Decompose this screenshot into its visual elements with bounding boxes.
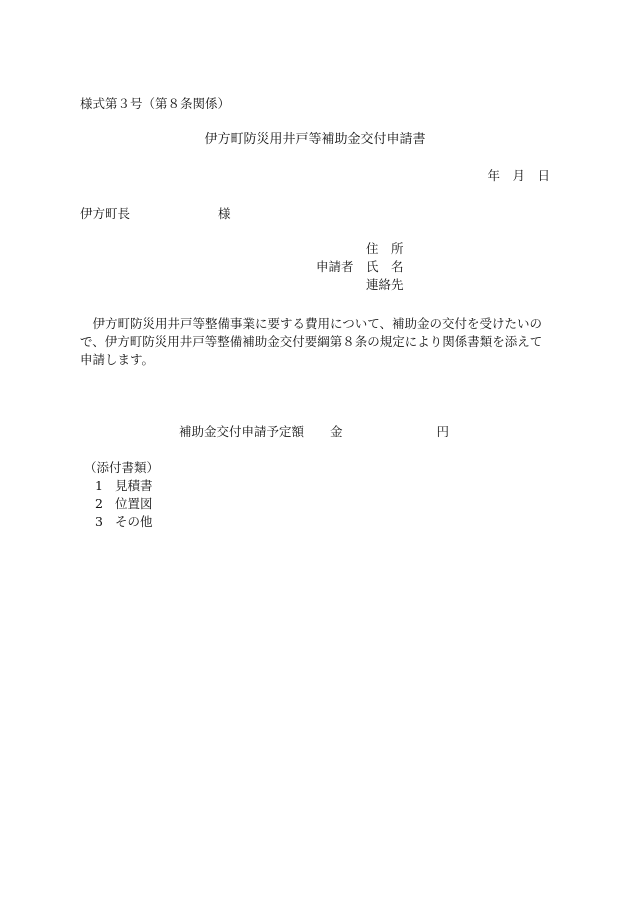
name-label: 氏 名	[366, 259, 404, 274]
attachment-number: 1	[95, 478, 103, 493]
contact-label: 連絡先	[366, 277, 404, 292]
applicant-label: 申請者	[316, 259, 354, 274]
amount-label: 補助金交付申請予定額	[179, 424, 305, 439]
applicant-contact-row	[316, 276, 404, 294]
attachment-item	[95, 477, 153, 495]
amount-prefix: 金	[330, 424, 343, 439]
applicant-name-row	[316, 258, 404, 276]
recipient-name: 伊方町長	[80, 206, 131, 221]
form-number: 様式第３号（第８条関係）	[80, 96, 231, 111]
date-line: 年 月 日	[487, 168, 550, 183]
amount-line	[179, 423, 449, 441]
attachment-number: 3	[95, 514, 103, 529]
attachment-item	[95, 495, 153, 513]
attachment-label: 位置図	[115, 496, 153, 511]
amount-unit: 円	[436, 424, 450, 439]
applicant-block	[316, 240, 404, 294]
attachment-label: 見積書	[115, 478, 153, 493]
attachment-label: その他	[115, 514, 153, 529]
address-label: 住 所	[366, 241, 404, 256]
applicant-address-row	[316, 240, 404, 258]
recipient-line	[80, 205, 231, 223]
attachment-item	[95, 513, 153, 531]
attachments-heading: （添付書類）	[84, 460, 160, 475]
attachment-number: 2	[95, 496, 103, 511]
recipient-honorific: 様	[218, 206, 231, 221]
application-statement: 伊方町防災用井戸等整備事業に要する費用について、補助金の交付を受けたいので、伊方町防災用井戸等整備補助金交付要綱第８条の規定により関係書類を添えて申請します。	[80, 316, 543, 367]
document-title: 伊方町防災用井戸等補助金交付申請書	[204, 132, 426, 147]
